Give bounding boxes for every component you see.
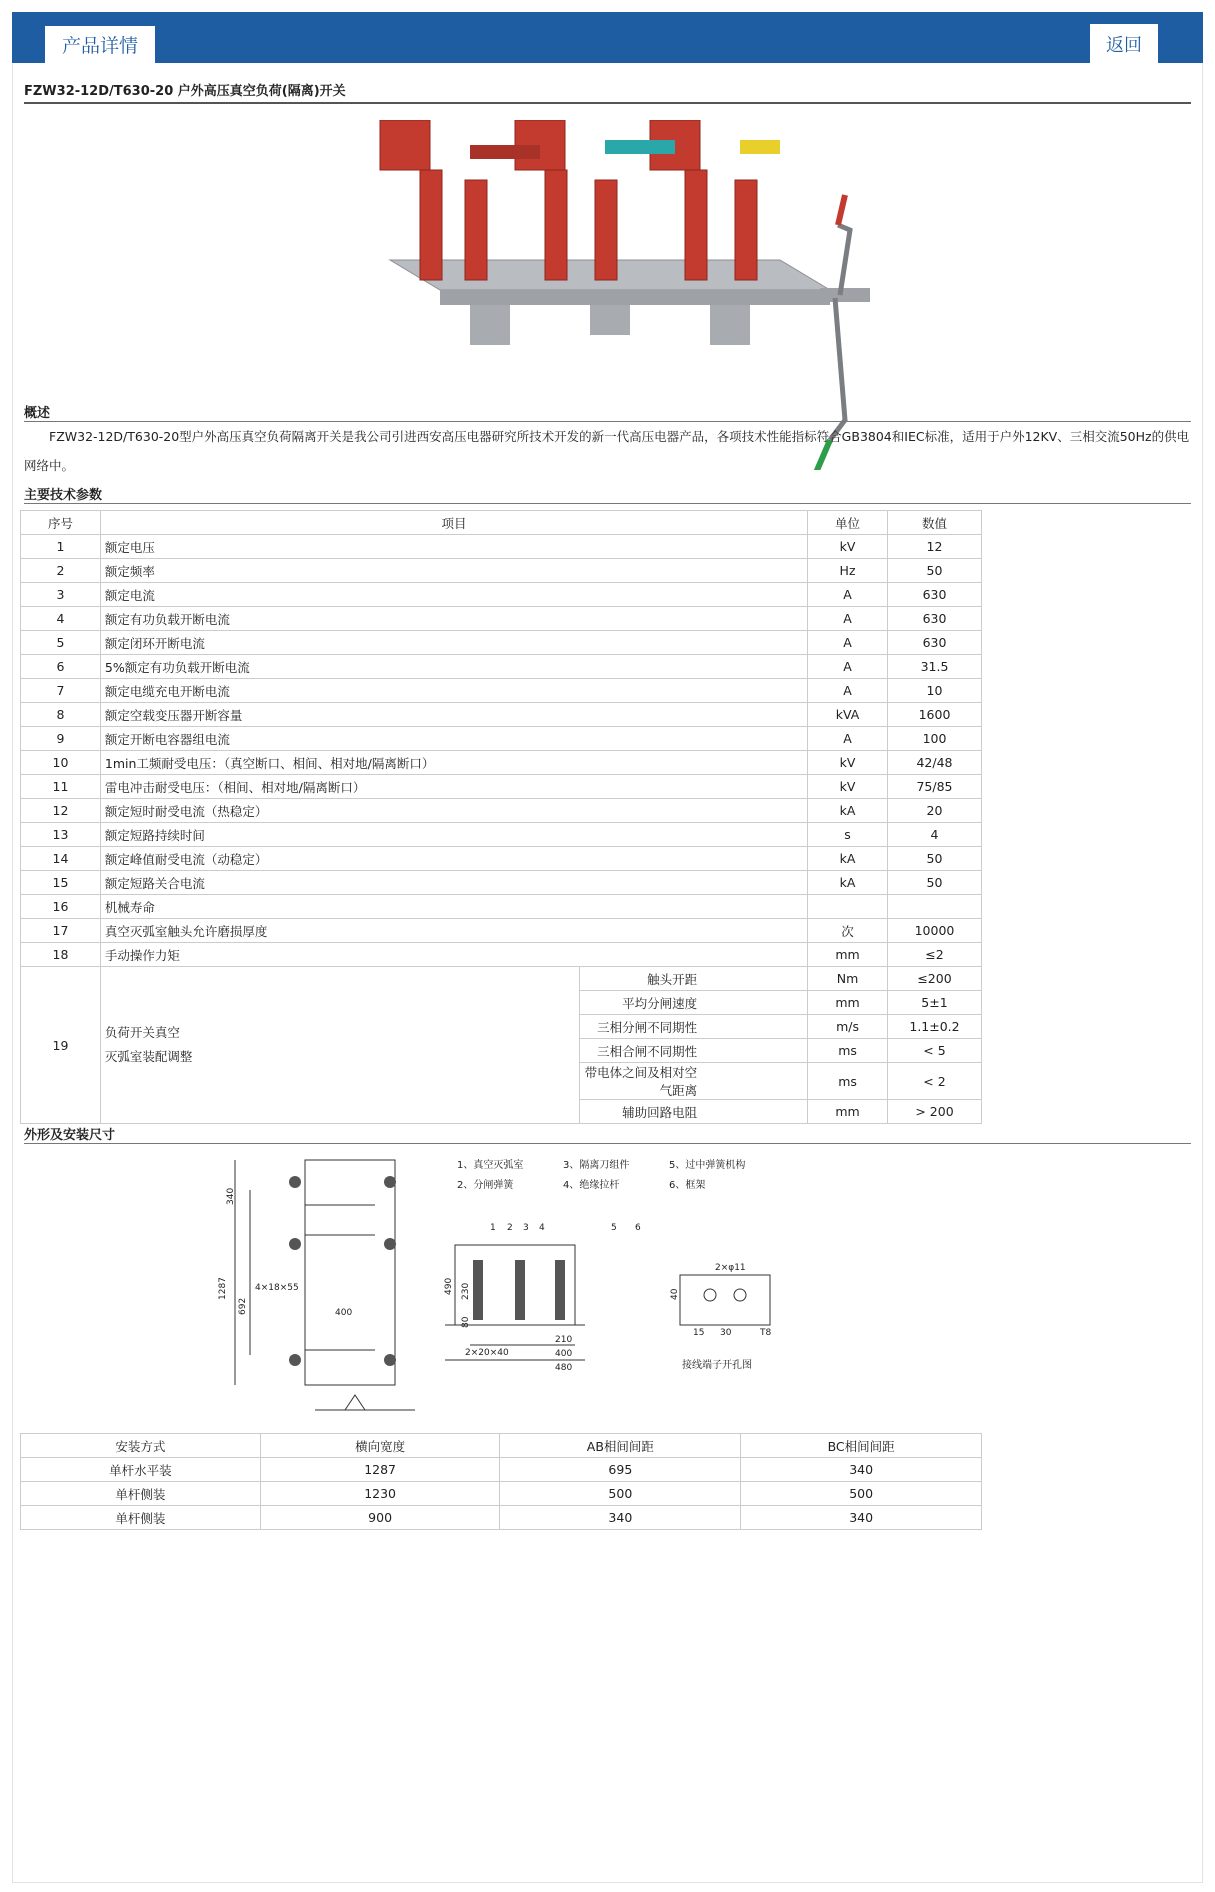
- table-cell: 695: [500, 1458, 741, 1482]
- overview-text: FZW32-12D/T630-20型户外高压真空负荷隔离开关是我公司引进西安高压电器研究所技术开发的新一代高压电器产品，各项技术性能指标符合GB3804和IEC标准，适用于户外12KV、三相交流50Hz的供电网络中。: [24, 429, 1190, 473]
- table-cell: 带电体之间及相对空气距离: [580, 1063, 808, 1100]
- divider: [24, 1143, 1191, 1144]
- table-cell: kA: [808, 799, 888, 823]
- table-cell: ≤2: [888, 943, 982, 967]
- dim-label: 210: [555, 1335, 573, 1345]
- table-cell: AB相间间距: [500, 1434, 741, 1458]
- table-cell: 10: [888, 679, 982, 703]
- table-cell: BC相间间距: [741, 1434, 982, 1458]
- table-cell: 6: [21, 655, 101, 679]
- table-cell: 数值: [888, 511, 982, 535]
- table-cell: A: [808, 631, 888, 655]
- table-cell: s: [808, 823, 888, 847]
- dim-label: 15: [693, 1328, 705, 1338]
- table-row: [21, 847, 982, 871]
- table-cell: 次: [808, 919, 888, 943]
- table-cell: 单杆侧装: [21, 1506, 261, 1530]
- dim-label: T8: [760, 1328, 772, 1338]
- dim-label: 1287: [218, 1277, 228, 1300]
- dim-label: 3: [523, 1223, 529, 1233]
- table-cell: 单杆水平装: [21, 1458, 261, 1482]
- table-cell: 50: [888, 871, 982, 895]
- legend-item: 1、真空灭弧室: [457, 1160, 524, 1171]
- table-cell: 辅助回路电阻: [580, 1100, 808, 1124]
- table-cell: 额定开断电容器组电流: [100, 727, 807, 751]
- dim-label: 230: [461, 1282, 471, 1300]
- dim-label: 400: [555, 1349, 573, 1359]
- table-cell: ms: [808, 1039, 888, 1063]
- dim-label: 80: [461, 1316, 471, 1328]
- table-cell: kV: [808, 535, 888, 559]
- table-row: [21, 631, 982, 655]
- params-table: [20, 510, 982, 1124]
- table-cell: m/s: [808, 1015, 888, 1039]
- table-cell: 序号: [21, 511, 101, 535]
- table-cell: 平均分闸速度: [580, 991, 808, 1015]
- back-button[interactable]: 返回: [1090, 24, 1158, 63]
- table-cell: 额定电流: [100, 583, 807, 607]
- dim-label: 692: [238, 1297, 248, 1315]
- dim-label: 2×20×40: [465, 1348, 509, 1358]
- table-header-row: [21, 511, 982, 535]
- table-cell: 额定短路关合电流: [100, 871, 807, 895]
- table-cell: 额定短路持续时间: [100, 823, 807, 847]
- table-cell: 1287: [260, 1458, 500, 1482]
- dim-label: 480: [555, 1363, 573, 1373]
- table-cell: 1600: [888, 703, 982, 727]
- table-cell: 项目: [100, 511, 807, 535]
- table-row: [21, 703, 982, 727]
- table-cell: mm: [808, 991, 888, 1015]
- row19-item-line: 负荷开关真空: [104, 1025, 180, 1040]
- table-cell: ms: [808, 1063, 888, 1100]
- table-cell: 触头开距: [580, 967, 808, 991]
- table-cell: [808, 895, 888, 919]
- row19-item-line: 灭弧室装配调整: [104, 1049, 193, 1064]
- table-cell: 340: [741, 1458, 982, 1482]
- table-cell: [888, 895, 982, 919]
- dim-label: 2: [507, 1223, 513, 1233]
- table-row: [21, 775, 982, 799]
- table-cell: 单杆侧装: [21, 1482, 261, 1506]
- table-row: [21, 967, 982, 991]
- table-row: [21, 823, 982, 847]
- table-cell: 横向宽度: [260, 1434, 500, 1458]
- table-cell: 4: [888, 823, 982, 847]
- table-cell: 1.1±0.2: [888, 1015, 982, 1039]
- table-cell: 三相分闸不同期性: [580, 1015, 808, 1039]
- table-cell: 5: [21, 631, 101, 655]
- table-cell: [100, 967, 579, 1124]
- table-cell: 20: [888, 799, 982, 823]
- table-cell: Nm: [808, 967, 888, 991]
- table-row: [21, 799, 982, 823]
- table-cell: kA: [808, 847, 888, 871]
- table-cell: 5±1: [888, 991, 982, 1015]
- table-cell: 额定闭环开断电流: [100, 631, 807, 655]
- table-cell: 50: [888, 847, 982, 871]
- header-bar: [12, 12, 1203, 63]
- table-cell: 真空灭弧室触头允许磨损厚度: [100, 919, 807, 943]
- table-row: [21, 535, 982, 559]
- table-cell: 2: [21, 559, 101, 583]
- table-cell: 三相合闸不同期性: [580, 1039, 808, 1063]
- table-cell: kV: [808, 751, 888, 775]
- table-row: [21, 1482, 982, 1506]
- legend-item: 3、隔离刀组件: [563, 1160, 630, 1171]
- table-cell: 630: [888, 583, 982, 607]
- table-cell: 500: [741, 1482, 982, 1506]
- table-cell: 1230: [260, 1482, 500, 1506]
- table-cell: mm: [808, 1100, 888, 1124]
- table-cell: 18: [21, 943, 101, 967]
- table-cell: 630: [888, 607, 982, 631]
- table-cell: 11: [21, 775, 101, 799]
- table-row: [21, 895, 982, 919]
- table-cell: 5%额定有功负载开断电流: [100, 655, 807, 679]
- table-cell: 340: [741, 1506, 982, 1530]
- table-row: [21, 559, 982, 583]
- dim-label: 490: [444, 1277, 454, 1295]
- table-cell: kA: [808, 871, 888, 895]
- table-cell: < 5: [888, 1039, 982, 1063]
- table-cell: ≤200: [888, 967, 982, 991]
- table-cell: 15: [21, 871, 101, 895]
- table-cell: 3: [21, 583, 101, 607]
- params-heading: 主要技术参数: [24, 488, 103, 503]
- dim-label: 1: [490, 1223, 496, 1233]
- dim-label: 4×18×55: [255, 1283, 299, 1293]
- table-cell: 100: [888, 727, 982, 751]
- legend-item: 4、绝缘拉杆: [563, 1180, 620, 1191]
- table-row: [21, 919, 982, 943]
- table-cell: 额定电缆充电开断电流: [100, 679, 807, 703]
- table-cell: 8: [21, 703, 101, 727]
- table-cell: Hz: [808, 559, 888, 583]
- table-header-row: [21, 1434, 982, 1458]
- table-cell: 安装方式: [21, 1434, 261, 1458]
- table-cell: 额定空载变压器开断容量: [100, 703, 807, 727]
- dim-label: 340: [226, 1187, 236, 1205]
- table-row: [21, 943, 982, 967]
- legend-item: 6、框架: [669, 1180, 706, 1191]
- table-cell: 42/48: [888, 751, 982, 775]
- product-image: [360, 120, 870, 470]
- table-cell: A: [808, 655, 888, 679]
- table-cell: 50: [888, 559, 982, 583]
- divider: [24, 102, 1191, 104]
- table-cell: 19: [21, 967, 101, 1124]
- table-cell: 4: [21, 607, 101, 631]
- dim-label: 40: [670, 1288, 680, 1300]
- dim-label: 30: [720, 1328, 732, 1338]
- dim-label: 4: [539, 1223, 545, 1233]
- table-cell: 额定频率: [100, 559, 807, 583]
- table-row: [21, 1506, 982, 1530]
- table-cell: 31.5: [888, 655, 982, 679]
- table-cell: 630: [888, 631, 982, 655]
- table-cell: 手动操作力矩: [100, 943, 807, 967]
- table-cell: 单位: [808, 511, 888, 535]
- table-cell: 16: [21, 895, 101, 919]
- table-cell: 1: [21, 535, 101, 559]
- dim-label: 400: [335, 1308, 353, 1318]
- terminal-caption: 接线端子开孔图: [682, 1360, 752, 1371]
- product-title: FZW32-12D/T630-20 户外高压真空负荷(隔离)开关: [24, 84, 346, 99]
- table-cell: A: [808, 583, 888, 607]
- table-cell: 500: [500, 1482, 741, 1506]
- table-cell: 额定电压: [100, 535, 807, 559]
- legend-item: 2、分闸弹簧: [457, 1180, 514, 1191]
- table-cell: 机械寿命: [100, 895, 807, 919]
- table-cell: 75/85: [888, 775, 982, 799]
- table-cell: 额定有功负载开断电流: [100, 607, 807, 631]
- table-cell: 13: [21, 823, 101, 847]
- table-cell: 10000: [888, 919, 982, 943]
- table-row: [21, 871, 982, 895]
- table-cell: 额定峰值耐受电流（动稳定）: [100, 847, 807, 871]
- dim-label: 2×φ11: [715, 1263, 746, 1273]
- legend-item: 5、过中弹簧机构: [669, 1160, 746, 1171]
- install-table: [20, 1433, 982, 1530]
- table-cell: < 2: [888, 1063, 982, 1100]
- dimension-drawing: [215, 1150, 815, 1430]
- table-cell: 17: [21, 919, 101, 943]
- overview-heading: 概述: [24, 406, 51, 421]
- table-cell: A: [808, 607, 888, 631]
- table-row: [21, 583, 982, 607]
- table-cell: A: [808, 727, 888, 751]
- table-row: [21, 679, 982, 703]
- table-row: [21, 607, 982, 631]
- table-row: [21, 751, 982, 775]
- table-row: [21, 727, 982, 751]
- dim-label: 5: [611, 1223, 617, 1233]
- table-cell: 12: [21, 799, 101, 823]
- table-cell: 1min工频耐受电压：（真空断口、相间、相对地/隔离断口）: [100, 751, 807, 775]
- table-cell: 12: [888, 535, 982, 559]
- dims-heading: 外形及安装尺寸: [24, 1128, 116, 1143]
- tab-product-detail[interactable]: 产品详情: [45, 26, 155, 63]
- table-cell: 14: [21, 847, 101, 871]
- table-cell: 900: [260, 1506, 500, 1530]
- table-cell: > 200: [888, 1100, 982, 1124]
- table-cell: 7: [21, 679, 101, 703]
- table-cell: 10: [21, 751, 101, 775]
- table-cell: A: [808, 679, 888, 703]
- table-cell: kVA: [808, 703, 888, 727]
- table-cell: 9: [21, 727, 101, 751]
- dim-label: 6: [635, 1223, 641, 1233]
- table-row: [21, 655, 982, 679]
- table-cell: kV: [808, 775, 888, 799]
- divider: [24, 503, 1191, 504]
- table-cell: 雷电冲击耐受电压：（相间、相对地/隔离断口）: [100, 775, 807, 799]
- table-cell: 340: [500, 1506, 741, 1530]
- table-cell: mm: [808, 943, 888, 967]
- table-row: [21, 1458, 982, 1482]
- table-cell: 额定短时耐受电流（热稳定）: [100, 799, 807, 823]
